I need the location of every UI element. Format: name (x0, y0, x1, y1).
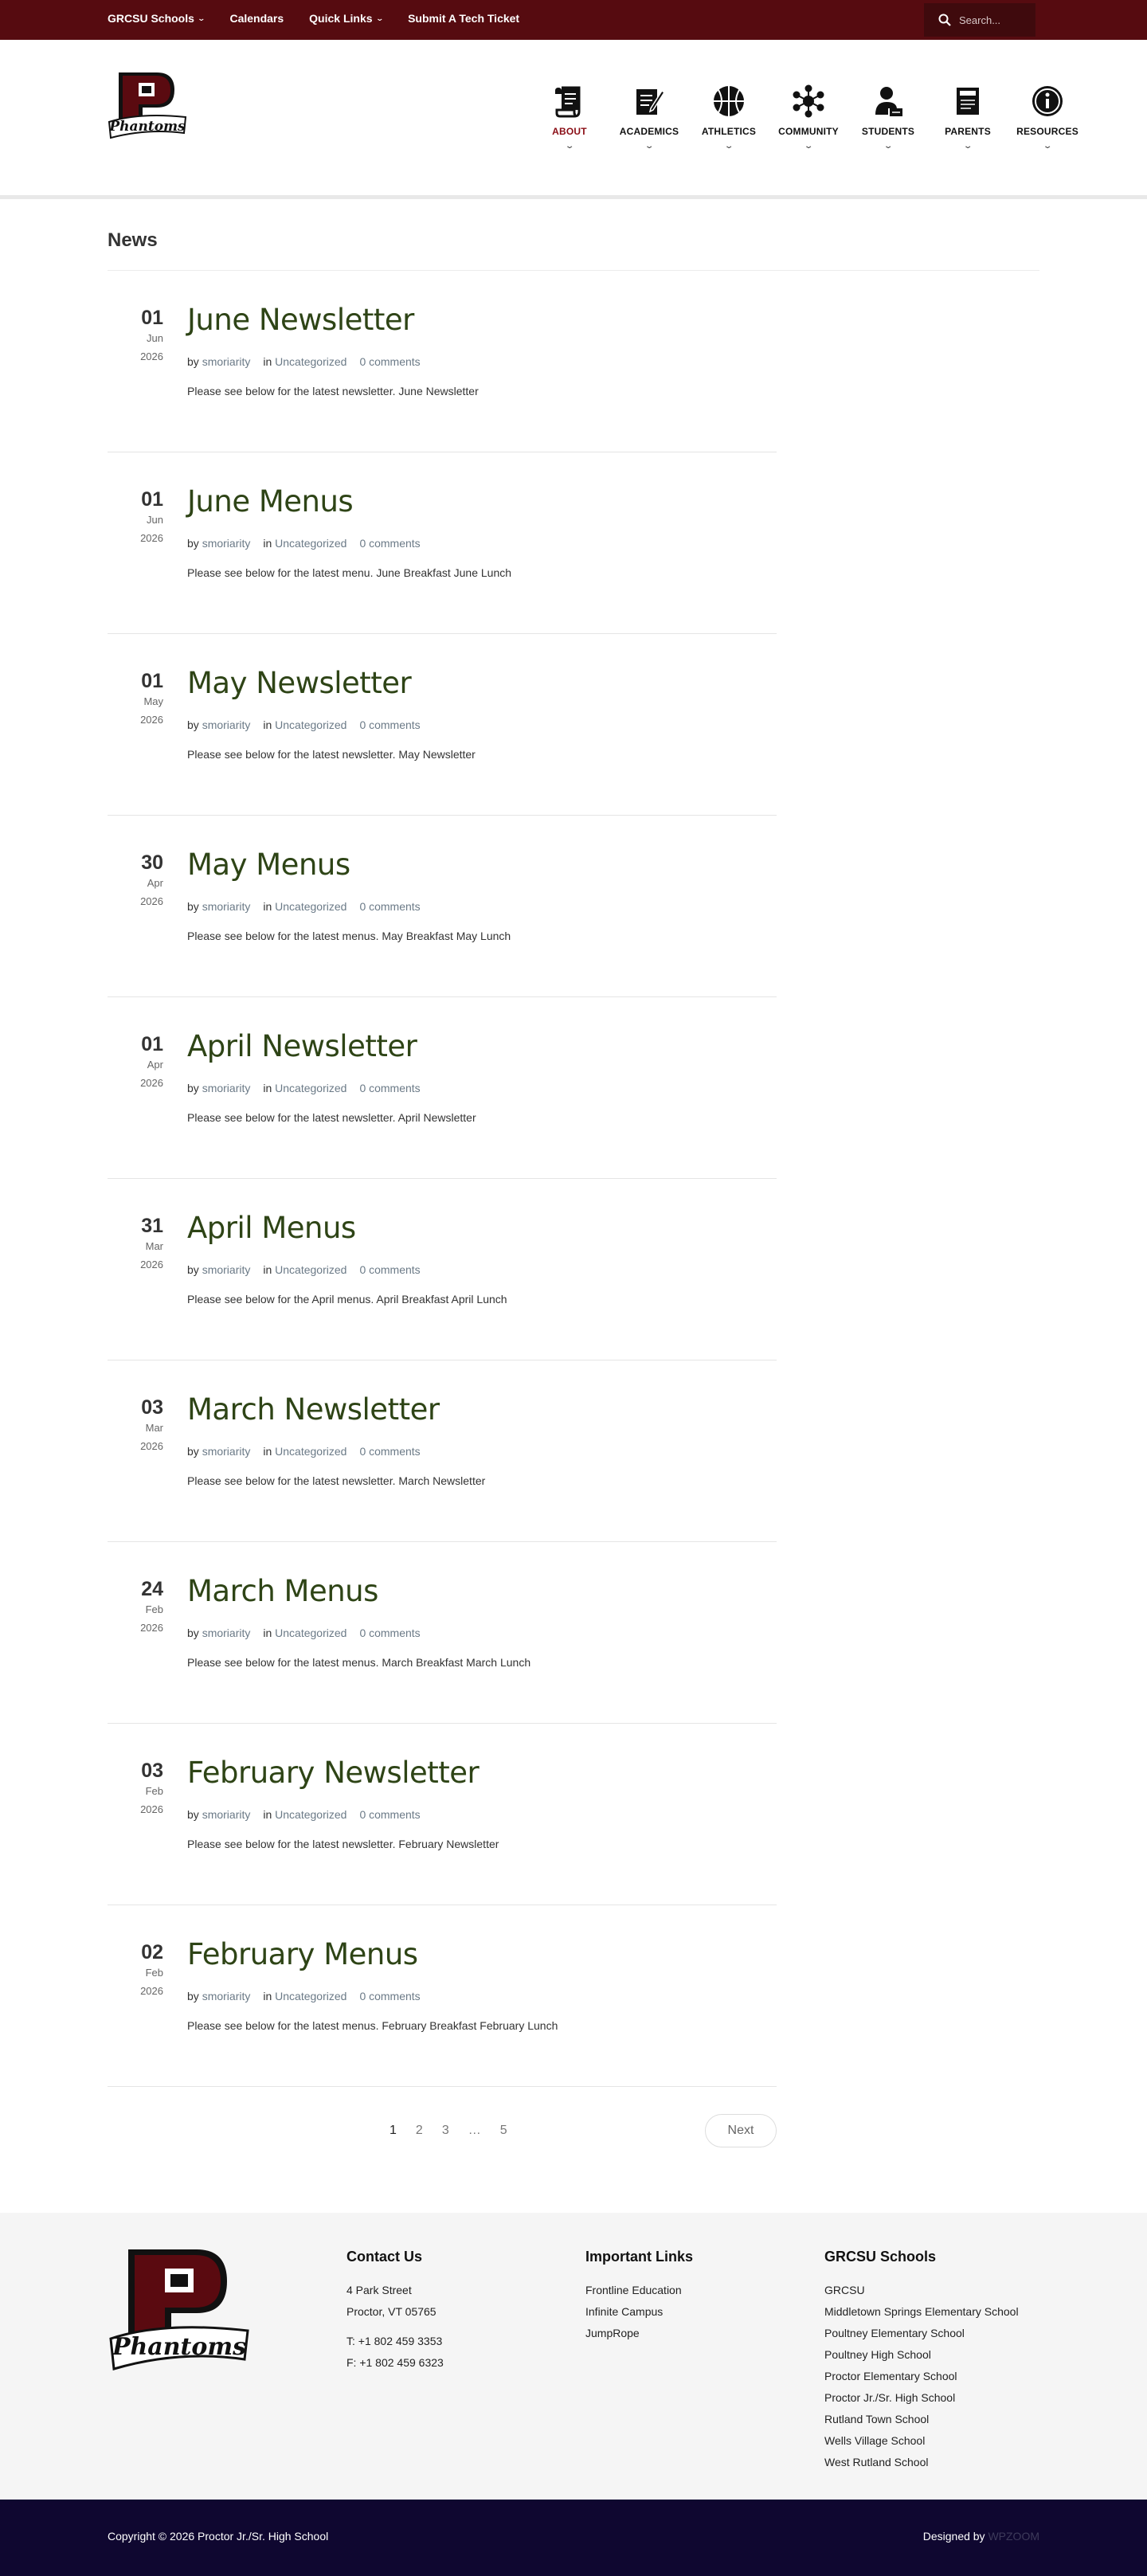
post-date (108, 307, 163, 366)
post-category-link[interactable]: Uncategorized (275, 1445, 347, 1458)
post-month: Mar (145, 1240, 163, 1252)
post-date (108, 1760, 163, 1818)
page-title: News (108, 229, 158, 251)
post-day: 24 (141, 1578, 163, 1600)
post-month: Apr (147, 877, 163, 889)
info-icon (1030, 84, 1065, 119)
post-author-link[interactable]: smoriarity (202, 1445, 251, 1458)
post-category-link[interactable]: Uncategorized (275, 900, 347, 913)
nav-label: RESOURCES (1016, 126, 1078, 137)
post-title-link[interactable]: February Newsletter (187, 1756, 480, 1790)
post-month: Feb (145, 1603, 163, 1615)
main-nav (530, 84, 1087, 151)
footer-link[interactable]: Infinite Campus (585, 2305, 664, 2318)
meta-in: in (263, 718, 272, 731)
post-excerpt: Please see below for the latest newsletter. February Newsletter (187, 1838, 499, 1850)
meta-in: in (263, 537, 272, 550)
post-item (108, 1542, 777, 1724)
post-comments-link[interactable]: 0 comments (359, 1627, 421, 1639)
meta-by: by (187, 718, 199, 731)
footer-contact (346, 2249, 444, 2374)
meta-in: in (263, 900, 272, 913)
post-excerpt: Please see below for the latest menus. March Breakfast March Lunch (187, 1656, 531, 1669)
post-comments-link[interactable]: 0 comments (359, 537, 421, 550)
post-author-link[interactable]: smoriarity (202, 718, 251, 731)
nav-item-parents[interactable] (928, 84, 1008, 151)
post-month: May (143, 695, 163, 707)
post-category-link[interactable]: Uncategorized (275, 718, 347, 731)
chevron-down-icon: ⌄ (375, 14, 384, 22)
svg-text:Phantoms: Phantoms (109, 119, 186, 135)
post-list (108, 271, 777, 2087)
post-item (108, 271, 777, 452)
post-date (108, 1215, 163, 1274)
meta-by: by (187, 1808, 199, 1821)
top-bar (0, 0, 1147, 40)
post-day: 03 (141, 1760, 163, 1782)
post-author-link[interactable]: smoriarity (202, 1263, 251, 1276)
post-category-link[interactable]: Uncategorized (275, 1263, 347, 1276)
post-comments-link[interactable]: 0 comments (359, 355, 421, 368)
post-day: 31 (141, 1215, 163, 1237)
post-excerpt: Please see below for the latest newsletter. April Newsletter (187, 1111, 476, 1124)
designed-by-label: Designed by (922, 2530, 985, 2543)
meta-in: in (263, 1808, 272, 1821)
post-year: 2026 (140, 714, 163, 726)
nav-label: STUDENTS (861, 126, 915, 137)
chevron-down-icon: ⌄ (723, 142, 734, 151)
post-meta (187, 355, 421, 368)
post-category-link[interactable]: Uncategorized (275, 1082, 347, 1094)
top-link-tech-ticket[interactable]: Submit A Tech Ticket (408, 12, 520, 25)
post-title-link[interactable]: April Newsletter (187, 1029, 417, 1063)
post-date (108, 851, 163, 910)
footer-link[interactable]: Proctor Elementary School (824, 2370, 957, 2382)
post-day: 01 (141, 1033, 163, 1055)
basketball-icon (711, 84, 746, 119)
svg-text:Phantoms: Phantoms (112, 2333, 247, 2361)
post-year: 2026 (140, 350, 163, 362)
post-comments-link[interactable]: 0 comments (359, 1445, 421, 1458)
nav-item-about[interactable] (530, 84, 609, 151)
phantoms-logo[interactable] (108, 2245, 251, 2376)
post-day: 01 (141, 488, 163, 511)
nav-item-community[interactable] (769, 84, 848, 151)
post-day: 03 (141, 1396, 163, 1419)
post-day: 02 (141, 1941, 163, 1963)
post-comments-link[interactable]: 0 comments (359, 718, 421, 731)
footer-link[interactable]: Frontline Education (585, 2284, 682, 2296)
footer-link[interactable]: GRCSU (824, 2284, 865, 2296)
post-meta (187, 1263, 421, 1276)
post-date (108, 1578, 163, 1637)
post-date (108, 670, 163, 729)
post-title-link[interactable]: March Menus (187, 1574, 378, 1608)
phantoms-logo[interactable] (108, 69, 187, 143)
search-box (924, 3, 1035, 37)
post-title-link[interactable]: May Menus (187, 848, 350, 882)
phone: T: +1 802 459 3353 (346, 2335, 443, 2347)
nav-label: ACADEMICS (619, 126, 679, 137)
meta-in: in (263, 1627, 272, 1639)
post-item (108, 452, 777, 634)
nav-label: COMMUNITY (778, 126, 839, 137)
next-page-button[interactable]: Next (705, 2114, 777, 2147)
site-footer (0, 2213, 1147, 2500)
fax: F: +1 802 459 6323 (346, 2356, 444, 2369)
top-link-grcsu-schools[interactable]: GRCSU Schools ⌄ (108, 12, 206, 25)
post-title-link[interactable]: April Menus (187, 1211, 356, 1245)
footer-link[interactable]: Middletown Springs Elementary School (824, 2305, 1019, 2318)
post-category-link[interactable]: Uncategorized (275, 1808, 347, 1821)
post-year: 2026 (140, 895, 163, 907)
page-link[interactable]: 2 (415, 2124, 423, 2137)
footer-link[interactable]: Poultney Elementary School (824, 2327, 965, 2339)
post-month: Feb (145, 1785, 163, 1797)
post-item (108, 634, 777, 816)
footer-link[interactable]: Proctor Jr./Sr. High School (824, 2391, 956, 2404)
post-month: Jun (147, 332, 163, 344)
post-year: 2026 (140, 1077, 163, 1089)
meta-by: by (187, 1445, 199, 1458)
post-author-link[interactable]: smoriarity (202, 355, 251, 368)
book-icon (950, 84, 985, 119)
post-item (108, 1360, 777, 1542)
post-title-link[interactable]: March Newsletter (187, 1392, 440, 1427)
post-excerpt: Please see below for the latest menus. February Breakfast February Lunch (187, 2019, 558, 2032)
meta-in: in (263, 1990, 272, 2002)
post-category-link[interactable]: Uncategorized (275, 355, 347, 368)
post-year: 2026 (140, 532, 163, 544)
post-excerpt: Please see below for the latest menus. May Breakfast May Lunch (187, 930, 511, 942)
pagination (108, 2114, 777, 2149)
top-link-calendars[interactable]: Calendars (229, 12, 284, 25)
post-excerpt: Please see below for the latest newsletter. June Newsletter (187, 385, 479, 397)
post-comments-link[interactable]: 0 comments (359, 1808, 421, 1821)
post-date (108, 1396, 163, 1455)
post-author-link[interactable]: smoriarity (202, 1627, 251, 1639)
post-item (108, 1905, 777, 2087)
post-month: Feb (145, 1967, 163, 1979)
page-ellipsis: … (468, 2124, 481, 2137)
post-meta (187, 1445, 421, 1458)
post-month: Apr (147, 1059, 163, 1071)
post-meta (187, 1082, 421, 1094)
post-title-link[interactable]: May Newsletter (187, 666, 412, 700)
post-year: 2026 (140, 1985, 163, 1997)
meta-by: by (187, 1082, 199, 1094)
footer-link[interactable]: Wells Village School (824, 2434, 926, 2447)
post-item (108, 1724, 777, 1905)
post-excerpt: Please see below for the latest newsletter. March Newsletter (187, 1474, 486, 1487)
post-title-link[interactable]: June Menus (187, 484, 354, 519)
top-link-quick-links[interactable]: Quick Links ⌄ (309, 12, 384, 25)
chevron-down-icon: ⌄ (564, 142, 575, 151)
post-year: 2026 (140, 1259, 163, 1270)
post-meta (187, 537, 421, 550)
post-category-link[interactable]: Uncategorized (275, 1990, 347, 2002)
post-title-link[interactable]: February Menus (187, 1937, 418, 1971)
meta-in: in (263, 1263, 272, 1276)
designed-by (923, 2530, 1039, 2543)
footer-link[interactable]: JumpRope (585, 2327, 640, 2339)
nav-item-resources[interactable] (1008, 84, 1087, 151)
address-line: Proctor, VT 05765 (346, 2305, 436, 2318)
meta-by: by (187, 1627, 199, 1639)
post-author-link[interactable]: smoriarity (202, 900, 251, 913)
post-author-link[interactable]: smoriarity (202, 537, 251, 550)
page-link[interactable]: 3 (441, 2124, 449, 2137)
meta-in: in (263, 355, 272, 368)
scroll-icon (552, 84, 587, 119)
post-excerpt: Please see below for the latest menu. June Breakfast June Lunch (187, 566, 512, 579)
post-comments-link[interactable]: 0 comments (359, 900, 421, 913)
post-date (108, 1033, 163, 1092)
designer-link[interactable]: WPZOOM (988, 2530, 1039, 2543)
post-month: Jun (147, 514, 163, 526)
post-excerpt: Please see below for the latest newsletter. May Newsletter (187, 748, 476, 761)
search-input[interactable] (959, 14, 1031, 26)
page-current: 1 (390, 2124, 397, 2137)
chevron-down-icon: ⌄ (962, 142, 973, 151)
post-author-link[interactable]: smoriarity (202, 1082, 251, 1094)
meta-by: by (187, 900, 199, 913)
post-month: Mar (145, 1422, 163, 1434)
post-author-link[interactable]: smoriarity (202, 1808, 251, 1821)
footer-heading: GRCSU Schools (824, 2249, 937, 2265)
chevron-down-icon: ⌄ (197, 14, 206, 22)
post-meta (187, 718, 421, 731)
post-author-link[interactable]: smoriarity (202, 1990, 251, 2002)
post-comments-link[interactable]: 0 comments (359, 1263, 421, 1276)
post-meta (187, 1808, 421, 1821)
meta-by: by (187, 355, 199, 368)
meta-in: in (263, 1082, 272, 1094)
post-year: 2026 (140, 1440, 163, 1452)
meta-by: by (187, 1263, 199, 1276)
post-title-link[interactable]: June Newsletter (187, 303, 414, 337)
meta-by: by (187, 537, 199, 550)
chevron-down-icon: ⌄ (803, 142, 814, 151)
footer-schools (824, 2249, 1019, 2473)
nav-label: PARENTS (945, 126, 991, 137)
footer-link[interactable]: West Rutland School (824, 2456, 929, 2468)
post-day: 01 (141, 670, 163, 692)
nav-item-athletics[interactable] (689, 84, 769, 151)
page-link[interactable]: 5 (499, 2124, 507, 2137)
chevron-down-icon: ⌄ (883, 142, 894, 151)
top-links (108, 0, 519, 37)
post-day: 01 (141, 307, 163, 329)
post-year: 2026 (140, 1622, 163, 1634)
post-year: 2026 (140, 1803, 163, 1815)
search-icon[interactable] (938, 14, 951, 26)
post-item (108, 997, 777, 1179)
post-date (108, 1941, 163, 2000)
post-date (108, 488, 163, 547)
meta-in: in (263, 1445, 272, 1458)
post-meta (187, 900, 421, 913)
post-category-link[interactable]: Uncategorized (275, 1627, 347, 1639)
footer-heading: Important Links (585, 2249, 694, 2265)
page-numbers (390, 2124, 507, 2138)
post-day: 30 (141, 851, 163, 874)
address-line: 4 Park Street (346, 2284, 412, 2296)
notebook-pencil-icon (632, 84, 667, 119)
chevron-down-icon: ⌄ (644, 142, 655, 151)
footer-link[interactable]: Rutland Town School (824, 2413, 930, 2425)
post-category-link[interactable]: Uncategorized (275, 537, 347, 550)
footer-link[interactable]: Poultney High School (824, 2348, 931, 2361)
chevron-down-icon: ⌄ (1042, 142, 1053, 151)
nav-item-students[interactable] (848, 84, 928, 151)
post-meta (187, 1627, 421, 1639)
bottom-bar (0, 2500, 1147, 2576)
site-header (0, 40, 1147, 199)
post-item (108, 1179, 777, 1360)
post-item (108, 816, 777, 997)
meta-by: by (187, 1990, 199, 2002)
footer-important-links (585, 2249, 693, 2344)
nav-label: ATHLETICS (701, 126, 757, 137)
post-comments-link[interactable]: 0 comments (359, 1990, 421, 2002)
copyright: Copyright © 2026 Proctor Jr./Sr. High School (108, 2530, 329, 2543)
nav-label: ABOUT (552, 126, 587, 137)
student-icon (871, 84, 906, 119)
post-meta (187, 1990, 421, 2002)
footer-heading: Contact Us (346, 2249, 423, 2265)
post-excerpt: Please see below for the April menus. April Breakfast April Lunch (187, 1293, 507, 1306)
nav-item-academics[interactable] (609, 84, 689, 151)
post-comments-link[interactable]: 0 comments (359, 1082, 421, 1094)
network-icon (791, 84, 826, 119)
